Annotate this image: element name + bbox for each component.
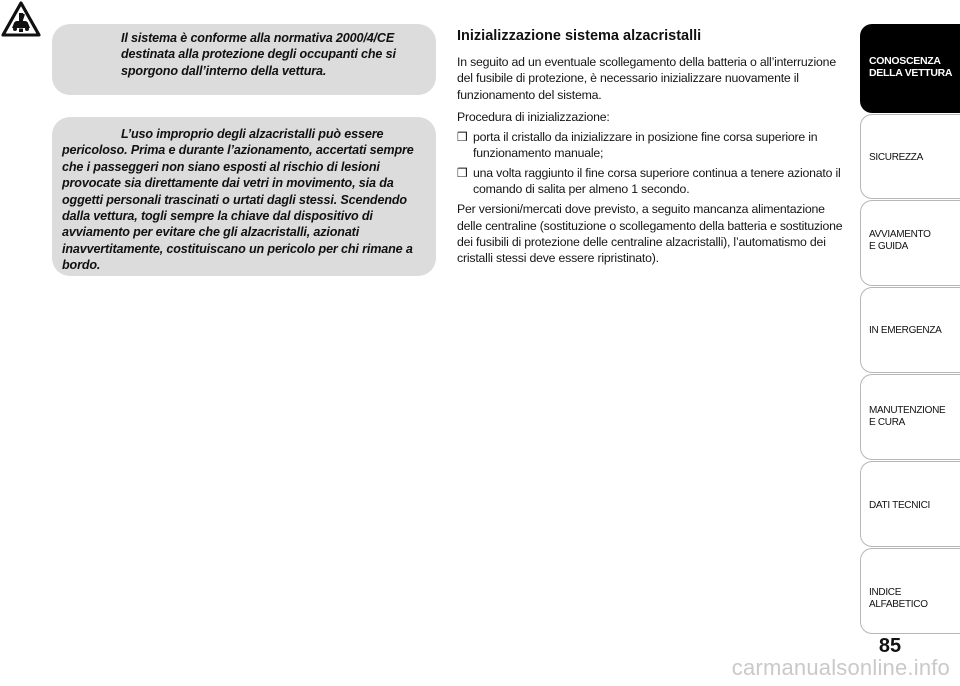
exclamation-warning-icon: [0, 0, 42, 38]
list-item: [457, 165, 847, 198]
tab-dati-tecnici[interactable]: [860, 461, 960, 547]
intro-paragraph: In seguito ad un eventuale scollegamento della batteria o all’interruzione del fusibile di protezione, è necessario inizializzare nuovamente il funzionamento del sistema.: [457, 55, 836, 102]
checkbox-bullet-icon: ❒: [457, 130, 468, 145]
tab-avviamento-e-guida[interactable]: [860, 200, 960, 286]
warning-note-child-safety-text: Il sistema è conforme alla normativa 2000/4/CE destinata alla protezione degli occupanti che si sporgono dall’interno della vettura.: [121, 31, 396, 78]
tab-in-emergenza[interactable]: [860, 287, 960, 373]
tab-label: SICUREZZA: [869, 152, 923, 163]
watermark: carmanualsonline.info: [731, 655, 950, 680]
tab-indice-alfabetico[interactable]: [860, 548, 960, 634]
tab-label: INDICE ALFABETICO: [869, 587, 928, 610]
note-paragraph: Per versioni/mercati dove previsto, a seguito mancanza alimentazione delle centraline (sostituzione o scollegamento della batteria e sostituzione dei fusibili di protezione delle centraline alzacristalli), l’automatismo dei cristalli stessi deve essere ripristinato).: [457, 202, 843, 266]
tab-sicurezza[interactable]: [860, 114, 960, 199]
step-text: una volta raggiunto il fine corsa superiore continua a tenere azionato il comando di salita per almeno 1 secondo.: [473, 165, 841, 197]
step-text: porta il cristallo da inizializzare in posizione fine corsa superiore in funzionamento manuale;: [473, 130, 818, 161]
procedure-label: Procedura di inizializzazione:: [457, 109, 610, 124]
tab-label: CONOSCENZA DELLA VETTURA: [869, 55, 953, 79]
warning-note-window-danger-text: L’uso improprio degli alzacristalli può essere pericoloso. Prima e durante l’azionamento, accertati sempre che i passeggeri non siano esposti al rischio di lesioni provocate sia direttamente dai vetri in movimento, sia da oggetti personali trascinati o urtati dagli stessi. Scendendo dalla vettura, togli sempre la chiave dal dispositivo di avviamento per evitare che gli alzacristalli, azionati inavvertitamente, costituiscano un pericolo per chi rimane a bordo.: [62, 127, 414, 273]
chapter-tabs: [860, 0, 960, 640]
tab-label: DATI TECNICI: [869, 500, 931, 511]
section-title: Inizializzazione sistema alzacristalli: [457, 28, 702, 44]
checkbox-bullet-icon: ❒: [457, 165, 468, 180]
tab-label: IN EMERGENZA: [869, 325, 942, 336]
tab-manutenzione-e-cura[interactable]: [860, 374, 960, 460]
page-number: 85: [878, 635, 902, 657]
main-content: [457, 26, 847, 270]
procedure-steps: [457, 129, 847, 197]
tab-label: AVVIAMENTO E GUIDA: [869, 229, 931, 252]
list-item: [457, 129, 847, 162]
tab-label: MANUTENZIONE E CURA: [869, 405, 946, 428]
tab-conoscenza-della-vettura[interactable]: [860, 24, 960, 113]
